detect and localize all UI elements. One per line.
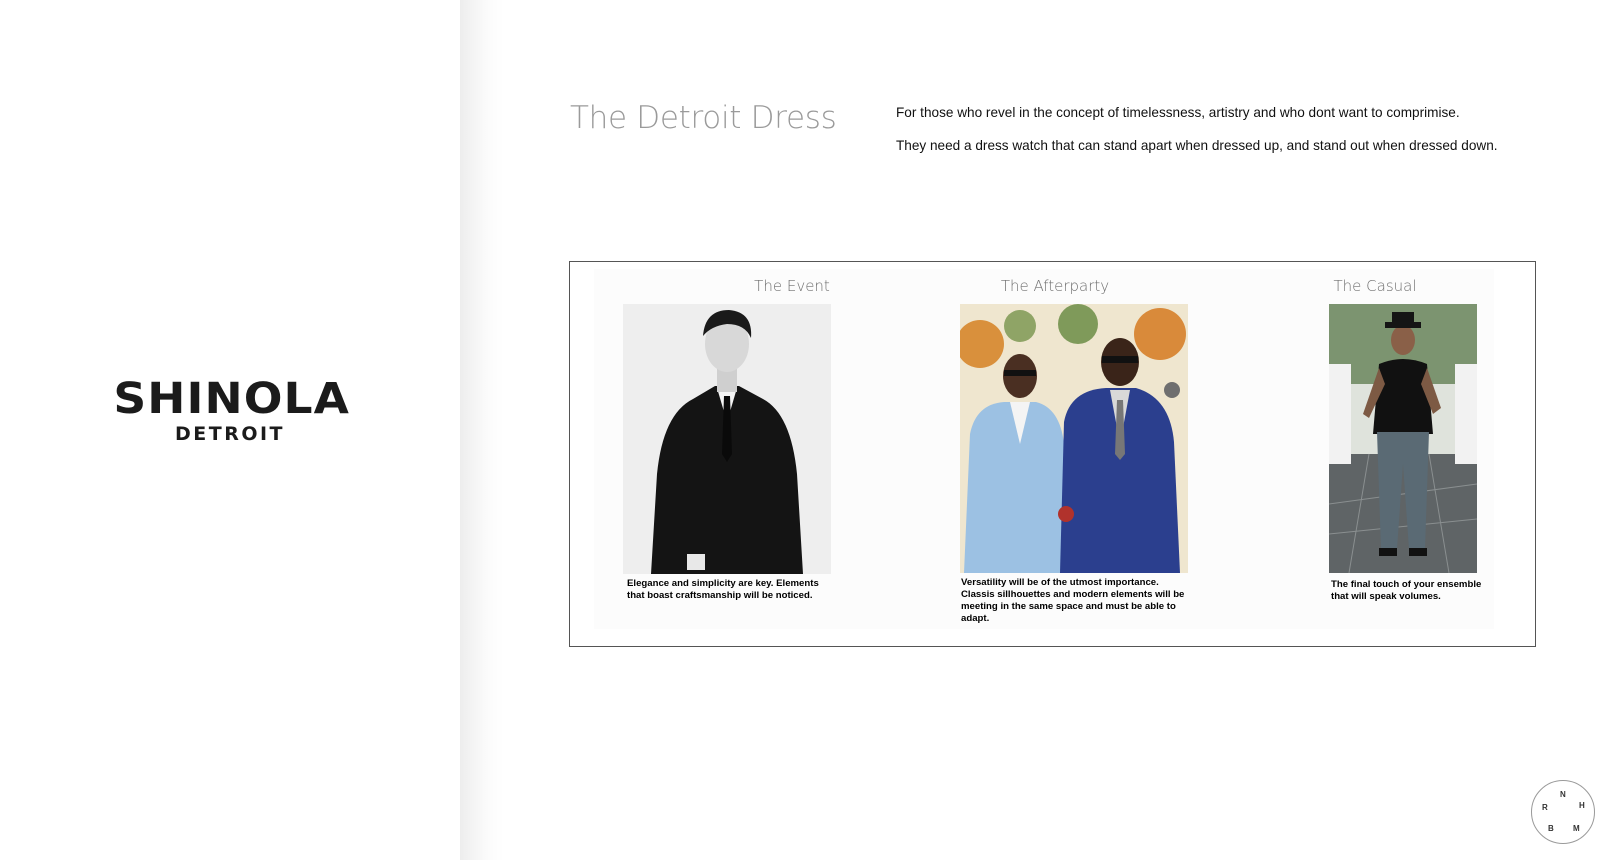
casual-photo — [1329, 304, 1477, 573]
logo-subtitle: DETROIT — [174, 423, 286, 445]
afterparty-photo — [960, 304, 1188, 573]
seal-letter: H — [1579, 801, 1585, 810]
seal-letter: R — [1542, 803, 1548, 812]
logo-wordmark: SHINOLA — [113, 374, 350, 424]
column-title-event: The Event — [754, 277, 830, 295]
column-title-casual: The Casual — [1333, 277, 1417, 295]
afterparty-caption: Versatility will be of the utmost importance. Classis sillhouettes and modern elements will be meeting in the same space and must be able to adapt. — [961, 577, 1185, 624]
event-photo — [623, 304, 831, 574]
intro-paragraph-1: For those who revel in the concept of timelessness, artistry and who dont want to comprimise. — [896, 105, 1460, 120]
seal-letter: M — [1573, 824, 1580, 833]
casual-outfit-photo-icon — [1329, 304, 1477, 573]
page-divider-shadow — [460, 0, 504, 860]
brand-seal-badge — [1531, 780, 1595, 844]
shinola-logo — [113, 374, 350, 445]
intro-text — [896, 104, 1536, 170]
seal-letter: B — [1548, 824, 1554, 833]
black-suit-portrait-icon — [623, 304, 831, 574]
blue-suits-party-photo-icon — [960, 304, 1188, 573]
seal-letter: N — [1560, 790, 1566, 799]
casual-caption: The final touch of your ensemble that will speak volumes. — [1331, 579, 1482, 602]
event-caption: Elegance and simplicity are key. Elements that boast craftsmanship will be noticed. — [627, 578, 819, 601]
left-panel — [0, 0, 460, 860]
column-title-afterparty: The Afterparty — [1000, 277, 1110, 295]
intro-paragraph-2: They need a dress watch that can stand apart when dressed up, and stand out when dressed down. — [896, 138, 1498, 153]
page-title: The Detroit Dress — [570, 100, 837, 136]
moodboard — [569, 261, 1536, 647]
